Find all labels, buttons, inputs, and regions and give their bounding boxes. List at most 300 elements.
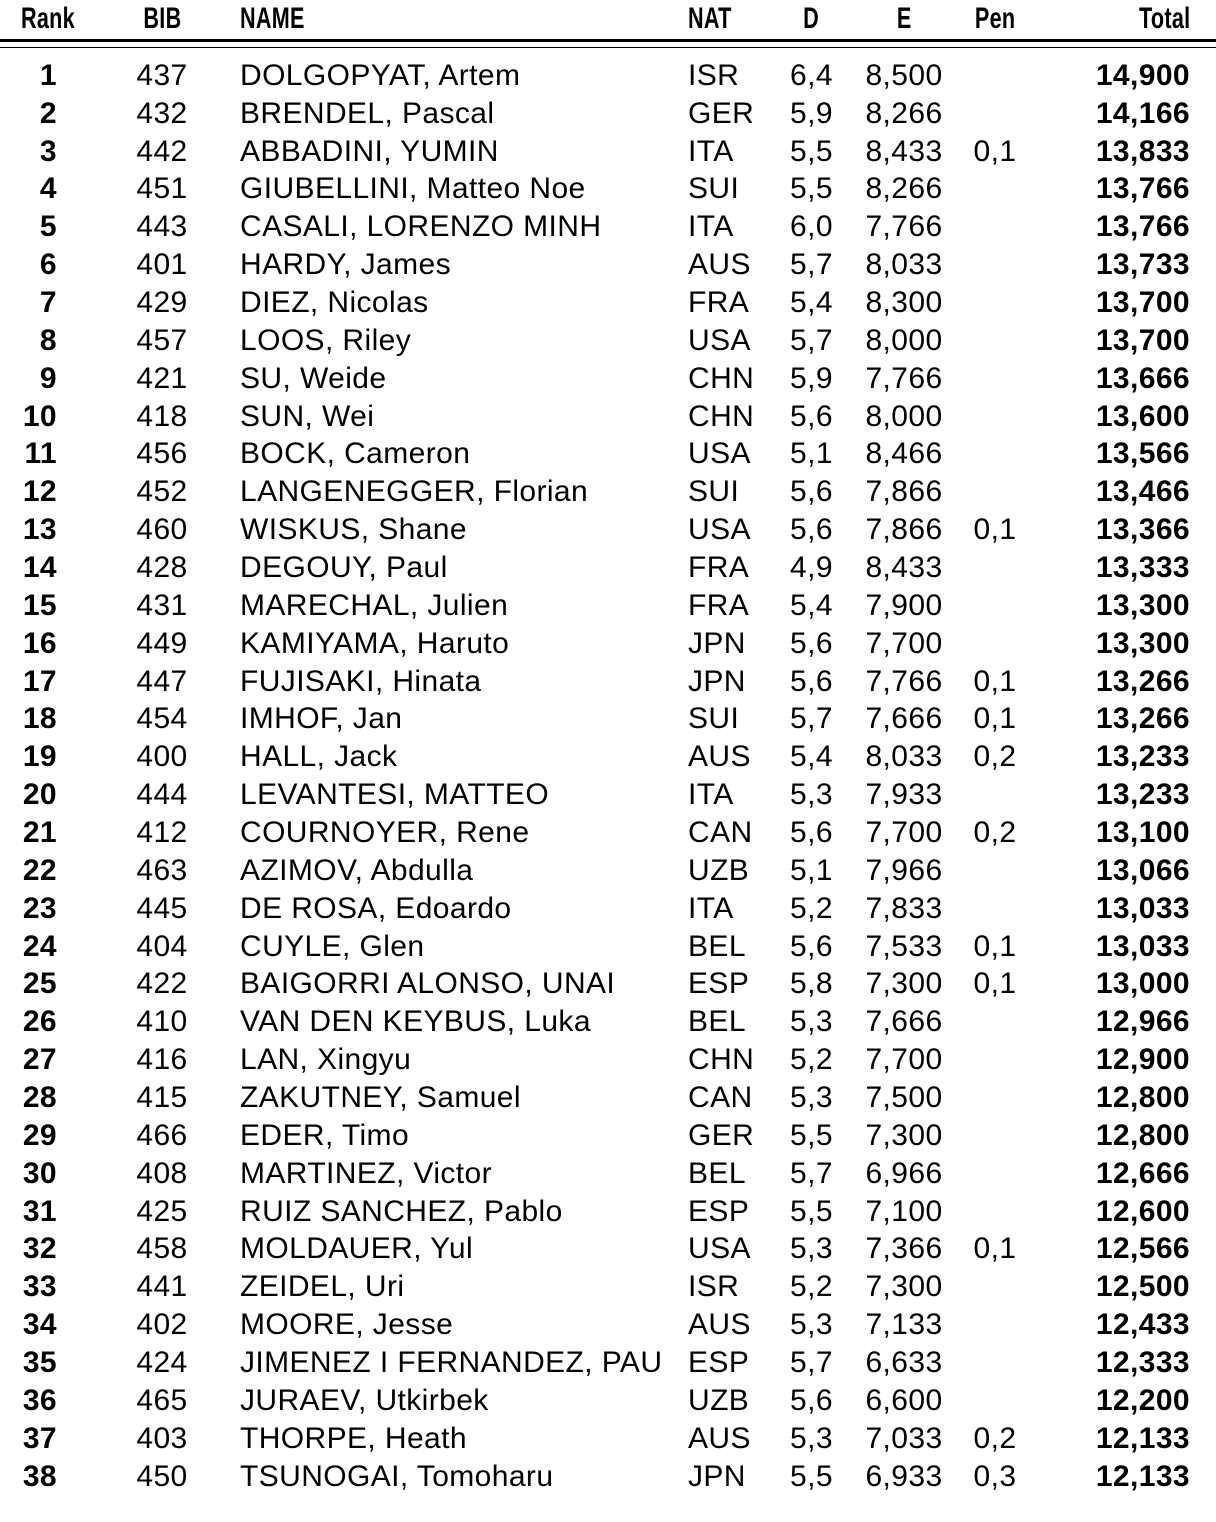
nation-cell: ESP xyxy=(688,1194,750,1228)
rank-cell: 15 xyxy=(22,588,57,622)
athlete-name-cell: HALL, Jack xyxy=(240,740,398,774)
bib-cell: 404 xyxy=(136,929,188,963)
athlete-name-cell: ZAKUTNEY, Samuel xyxy=(240,1080,521,1114)
total-score-cell: 14,166 xyxy=(1095,96,1190,130)
penalty-cell: 0,1 xyxy=(973,134,1017,168)
rank-cell: 4 xyxy=(39,172,57,206)
penalty-cell: 0,3 xyxy=(973,1459,1017,1493)
bib-cell: 421 xyxy=(136,361,188,395)
d-score-cell: 5,7 xyxy=(790,323,833,357)
bib-cell: 410 xyxy=(136,1005,188,1039)
d-score-cell: 5,2 xyxy=(790,891,833,925)
total-score-cell: 13,300 xyxy=(1095,626,1190,660)
athlete-name-cell: BAIGORRI ALONSO, UNAI xyxy=(240,967,616,1001)
bib-cell: 457 xyxy=(136,323,188,357)
d-score-cell: 5,5 xyxy=(790,1118,833,1152)
e-score-cell: 7,866 xyxy=(865,513,943,547)
d-score-cell: 5,3 xyxy=(790,1005,833,1039)
rank-cell: 36 xyxy=(22,1383,57,1417)
total-score-cell: 13,700 xyxy=(1095,285,1190,319)
e-score-cell: 7,100 xyxy=(865,1194,943,1228)
table-row xyxy=(0,549,1216,587)
penalty-cell: 0,1 xyxy=(973,1232,1017,1266)
rank-cell: 2 xyxy=(39,96,57,130)
table-row xyxy=(0,435,1216,473)
athlete-name-cell: VAN DEN KEYBUS, Luka xyxy=(240,1005,591,1039)
e-score-cell: 6,600 xyxy=(865,1383,943,1417)
e-score-cell: 7,766 xyxy=(865,664,943,698)
total-score-cell: 13,566 xyxy=(1095,437,1190,471)
penalty-cell: 0,1 xyxy=(973,702,1017,736)
total-score-cell: 12,200 xyxy=(1095,1383,1190,1417)
e-score-cell: 7,866 xyxy=(865,475,943,509)
total-score-cell: 13,100 xyxy=(1095,815,1190,849)
bib-cell: 403 xyxy=(136,1421,188,1455)
table-row xyxy=(0,360,1216,398)
bib-cell: 429 xyxy=(136,285,188,319)
d-score-cell: 5,6 xyxy=(790,475,833,509)
bib-cell: 447 xyxy=(136,664,188,698)
rank-cell: 13 xyxy=(22,513,57,547)
table-row xyxy=(0,663,1216,701)
nation-cell: ITA xyxy=(688,210,734,244)
nation-cell: USA xyxy=(688,1232,751,1266)
total-score-cell: 13,266 xyxy=(1095,664,1190,698)
table-row xyxy=(0,1193,1216,1231)
table-row xyxy=(0,1382,1216,1420)
e-score-cell: 7,366 xyxy=(865,1232,943,1266)
athlete-name-cell: HARDY, James xyxy=(240,248,451,282)
nation-cell: ITA xyxy=(688,134,734,168)
nation-cell: AUS xyxy=(688,1421,751,1455)
table-row xyxy=(0,398,1216,436)
bib-cell: 441 xyxy=(136,1270,188,1304)
header-label-nat: NAT xyxy=(688,1,732,35)
nation-cell: CAN xyxy=(688,1080,753,1114)
total-score-cell: 13,366 xyxy=(1095,513,1190,547)
d-score-cell: 5,5 xyxy=(790,172,833,206)
total-score-cell: 12,600 xyxy=(1095,1194,1190,1228)
penalty-cell: 0,2 xyxy=(973,1421,1017,1455)
rank-cell: 27 xyxy=(22,1043,57,1077)
athlete-name-cell: EDER, Timo xyxy=(240,1118,410,1152)
header-cell-d xyxy=(775,1,848,35)
bib-cell: 458 xyxy=(136,1232,188,1266)
table-row xyxy=(0,1344,1216,1382)
e-score-cell: 8,433 xyxy=(865,134,943,168)
athlete-name-cell: IMHOF, Jan xyxy=(240,702,403,736)
e-score-cell: 8,033 xyxy=(865,248,943,282)
table-row xyxy=(0,852,1216,890)
nation-cell: BEL xyxy=(688,929,746,963)
athlete-name-cell: JIMENEZ I FERNANDEZ, PAU xyxy=(240,1346,663,1379)
athlete-name-cell: MARECHAL, Julien xyxy=(240,588,509,622)
table-row xyxy=(0,1306,1216,1344)
rank-cell: 5 xyxy=(39,210,57,244)
rank-cell: 1 xyxy=(39,58,57,92)
header-label-bib: BIB xyxy=(142,1,182,35)
e-score-cell: 8,500 xyxy=(865,58,943,92)
table-row xyxy=(0,625,1216,663)
rank-cell: 31 xyxy=(22,1194,57,1228)
athlete-name-cell: LOOS, Riley xyxy=(240,323,412,357)
bib-cell: 460 xyxy=(136,513,188,547)
table-row xyxy=(0,700,1216,738)
rank-cell: 23 xyxy=(22,891,57,925)
total-score-cell: 13,333 xyxy=(1095,550,1190,584)
table-row xyxy=(0,57,1216,95)
e-score-cell: 7,666 xyxy=(865,702,943,736)
d-score-cell: 5,6 xyxy=(790,399,833,433)
d-score-cell: 6,4 xyxy=(790,58,833,92)
header-label-total: Total xyxy=(1138,1,1190,35)
bib-cell: 442 xyxy=(136,134,188,168)
total-score-cell: 13,233 xyxy=(1095,778,1190,812)
table-row xyxy=(0,473,1216,511)
total-score-cell: 13,700 xyxy=(1095,323,1190,357)
d-score-cell: 5,6 xyxy=(790,626,833,660)
bib-cell: 416 xyxy=(136,1043,188,1077)
table-row xyxy=(0,133,1216,171)
bib-cell: 401 xyxy=(136,248,188,282)
rank-cell: 16 xyxy=(22,626,57,660)
header-cell-nat xyxy=(688,1,775,35)
nation-cell: CHN xyxy=(688,1043,755,1077)
total-score-cell: 14,900 xyxy=(1095,58,1190,92)
total-score-cell: 13,466 xyxy=(1095,475,1190,509)
header-cell-rank xyxy=(0,1,84,35)
table-row xyxy=(0,738,1216,776)
nation-cell: ESP xyxy=(688,967,750,1001)
e-score-cell: 8,433 xyxy=(865,550,943,584)
total-score-cell: 12,800 xyxy=(1095,1080,1190,1114)
bib-cell: 418 xyxy=(136,399,188,433)
e-score-cell: 7,700 xyxy=(865,1043,943,1077)
bib-cell: 463 xyxy=(136,853,188,887)
nation-cell: CHN xyxy=(688,399,755,433)
e-score-cell: 7,966 xyxy=(865,853,943,887)
bib-cell: 445 xyxy=(136,891,188,925)
e-score-cell: 7,900 xyxy=(865,588,943,622)
d-score-cell: 5,9 xyxy=(790,361,833,395)
d-score-cell: 5,2 xyxy=(790,1270,833,1304)
table-row xyxy=(0,284,1216,322)
e-score-cell: 7,933 xyxy=(865,778,943,812)
e-score-cell: 7,766 xyxy=(865,210,943,244)
total-score-cell: 13,233 xyxy=(1095,740,1190,774)
total-score-cell: 13,300 xyxy=(1095,588,1190,622)
rank-cell: 18 xyxy=(22,702,57,736)
athlete-name-cell: DIEZ, Nicolas xyxy=(240,285,429,319)
d-score-cell: 5,7 xyxy=(790,702,833,736)
penalty-cell: 0,1 xyxy=(973,664,1017,698)
nation-cell: ITA xyxy=(688,891,734,925)
nation-cell: AUS xyxy=(688,248,751,282)
nation-cell: USA xyxy=(688,437,751,471)
d-score-cell: 5,4 xyxy=(790,588,833,622)
d-score-cell: 5,3 xyxy=(790,778,833,812)
rank-cell: 37 xyxy=(22,1421,57,1455)
e-score-cell: 7,300 xyxy=(865,1118,943,1152)
bib-cell: 466 xyxy=(136,1118,188,1152)
bib-cell: 456 xyxy=(136,437,188,471)
nation-cell: FRA xyxy=(688,550,750,584)
d-score-cell: 5,3 xyxy=(790,1308,833,1342)
table-row xyxy=(0,322,1216,360)
nation-cell: JPN xyxy=(688,626,746,660)
bib-cell: 428 xyxy=(136,550,188,584)
header-rule-thick xyxy=(0,39,1216,42)
rank-cell: 10 xyxy=(22,399,57,433)
total-score-cell: 13,666 xyxy=(1095,361,1190,395)
bib-cell: 425 xyxy=(136,1194,188,1228)
table-row xyxy=(0,1231,1216,1269)
header-label-d: D xyxy=(803,1,820,35)
rank-cell: 8 xyxy=(39,323,57,357)
d-score-cell: 6,0 xyxy=(790,210,833,244)
nation-cell: CAN xyxy=(688,815,753,849)
table-row xyxy=(0,965,1216,1003)
penalty-cell: 0,1 xyxy=(973,929,1017,963)
table-row xyxy=(0,1268,1216,1306)
d-score-cell: 4,9 xyxy=(790,550,833,584)
nation-cell: GER xyxy=(688,1118,755,1152)
nation-cell: ESP xyxy=(688,1346,750,1379)
table-header-row xyxy=(0,0,1216,39)
e-score-cell: 6,633 xyxy=(865,1346,943,1379)
bib-cell: 449 xyxy=(136,626,188,660)
d-score-cell: 5,5 xyxy=(790,134,833,168)
total-score-cell: 13,033 xyxy=(1095,929,1190,963)
nation-cell: AUS xyxy=(688,740,751,774)
d-score-cell: 5,6 xyxy=(790,815,833,849)
header-label-e: E xyxy=(896,1,912,35)
e-score-cell: 6,966 xyxy=(865,1156,943,1190)
nation-cell: FRA xyxy=(688,588,750,622)
rank-cell: 14 xyxy=(22,550,57,584)
athlete-name-cell: FUJISAKI, Hinata xyxy=(240,664,482,698)
rank-cell: 28 xyxy=(22,1080,57,1114)
e-score-cell: 8,266 xyxy=(865,96,943,130)
d-score-cell: 5,5 xyxy=(790,1459,833,1493)
bib-cell: 451 xyxy=(136,172,188,206)
e-score-cell: 8,466 xyxy=(865,437,943,471)
total-score-cell: 13,000 xyxy=(1095,967,1190,1001)
total-score-cell: 12,566 xyxy=(1095,1232,1190,1266)
d-score-cell: 5,4 xyxy=(790,285,833,319)
rank-cell: 17 xyxy=(22,664,57,698)
table-row xyxy=(0,511,1216,549)
nation-cell: ITA xyxy=(688,778,734,812)
d-score-cell: 5,6 xyxy=(790,664,833,698)
e-score-cell: 8,300 xyxy=(865,285,943,319)
nation-cell: UZB xyxy=(688,853,750,887)
rank-cell: 33 xyxy=(22,1270,57,1304)
e-score-cell: 7,300 xyxy=(865,967,943,1001)
e-score-cell: 7,766 xyxy=(865,361,943,395)
total-score-cell: 12,133 xyxy=(1095,1421,1190,1455)
nation-cell: JPN xyxy=(688,1459,746,1493)
nation-cell: ISR xyxy=(688,58,740,92)
header-label-name: NAME xyxy=(240,1,305,35)
athlete-name-cell: SU, Weide xyxy=(240,361,387,395)
athlete-name-cell: ABBADINI, YUMIN xyxy=(240,134,499,168)
d-score-cell: 5,7 xyxy=(790,248,833,282)
header-rule-thin xyxy=(0,47,1216,48)
nation-cell: CHN xyxy=(688,361,755,395)
rank-cell: 3 xyxy=(39,134,57,168)
nation-cell: SUI xyxy=(688,702,740,736)
bib-cell: 424 xyxy=(136,1346,188,1379)
penalty-cell: 0,1 xyxy=(973,967,1017,1001)
athlete-name-cell: LAN, Xingyu xyxy=(240,1043,412,1077)
table-row xyxy=(0,1003,1216,1041)
bib-cell: 415 xyxy=(136,1080,188,1114)
d-score-cell: 5,2 xyxy=(790,1043,833,1077)
athlete-name-cell: LEVANTESI, MATTEO xyxy=(240,778,550,812)
total-score-cell: 13,766 xyxy=(1095,210,1190,244)
e-score-cell: 8,033 xyxy=(865,740,943,774)
e-score-cell: 7,833 xyxy=(865,891,943,925)
table-row xyxy=(0,890,1216,928)
bib-cell: 465 xyxy=(136,1383,188,1417)
rank-cell: 19 xyxy=(22,740,57,774)
rank-cell: 38 xyxy=(22,1459,57,1493)
rank-cell: 35 xyxy=(22,1346,57,1379)
bib-cell: 437 xyxy=(136,58,188,92)
e-score-cell: 7,033 xyxy=(865,1421,943,1455)
penalty-cell: 0,2 xyxy=(973,740,1017,774)
athlete-name-cell: KAMIYAMA, Haruto xyxy=(240,626,510,660)
rank-cell: 22 xyxy=(22,853,57,887)
nation-cell: USA xyxy=(688,513,751,547)
bib-cell: 431 xyxy=(136,588,188,622)
athlete-name-cell: CUYLE, Glen xyxy=(240,929,425,963)
total-score-cell: 12,966 xyxy=(1095,1005,1190,1039)
athlete-name-cell: AZIMOV, Abdulla xyxy=(240,853,474,887)
table-row xyxy=(0,776,1216,814)
athlete-name-cell: DE ROSA, Edoardo xyxy=(240,891,512,925)
bib-cell: 408 xyxy=(136,1156,188,1190)
rank-cell: 25 xyxy=(22,967,57,1001)
d-score-cell: 5,4 xyxy=(790,740,833,774)
total-score-cell: 13,266 xyxy=(1095,702,1190,736)
athlete-name-cell: ZEIDEL, Uri xyxy=(240,1270,405,1304)
total-score-cell: 12,433 xyxy=(1095,1308,1190,1342)
rank-cell: 11 xyxy=(24,437,57,471)
table-row xyxy=(0,1420,1216,1458)
athlete-name-cell: LANGENEGGER, Florian xyxy=(240,475,589,509)
d-score-cell: 5,8 xyxy=(790,967,833,1001)
rank-cell: 20 xyxy=(22,778,57,812)
penalty-cell: 0,1 xyxy=(973,513,1017,547)
d-score-cell: 5,5 xyxy=(790,1194,833,1228)
d-score-cell: 5,6 xyxy=(790,1383,833,1417)
rank-cell: 24 xyxy=(22,929,57,963)
total-score-cell: 12,500 xyxy=(1095,1270,1190,1304)
total-score-cell: 13,600 xyxy=(1095,399,1190,433)
athlete-name-cell: TSUNOGAI, Tomoharu xyxy=(240,1459,554,1493)
d-score-cell: 5,9 xyxy=(790,96,833,130)
d-score-cell: 5,7 xyxy=(790,1156,833,1190)
table-row xyxy=(0,208,1216,246)
athlete-name-cell: JURAEV, Utkirbek xyxy=(240,1383,489,1417)
nation-cell: ISR xyxy=(688,1270,740,1304)
rank-cell: 34 xyxy=(22,1308,57,1342)
athlete-name-cell: RUIZ SANCHEZ, Pablo xyxy=(240,1194,563,1228)
table-row xyxy=(0,95,1216,133)
e-score-cell: 8,266 xyxy=(865,172,943,206)
total-score-cell: 12,666 xyxy=(1095,1156,1190,1190)
bib-cell: 452 xyxy=(136,475,188,509)
table-row xyxy=(0,928,1216,966)
athlete-name-cell: GIUBELLINI, Matteo Noe xyxy=(240,172,586,206)
bib-cell: 444 xyxy=(136,778,188,812)
nation-cell: AUS xyxy=(688,1308,751,1342)
header-cell-total xyxy=(1030,1,1216,35)
rank-cell: 7 xyxy=(39,285,57,319)
d-score-cell: 5,3 xyxy=(790,1232,833,1266)
total-score-cell: 12,333 xyxy=(1095,1346,1190,1379)
athlete-name-cell: BOCK, Cameron xyxy=(240,437,471,471)
header-cell-name xyxy=(240,1,688,35)
total-score-cell: 12,900 xyxy=(1095,1043,1190,1077)
athlete-name-cell: THORPE, Heath xyxy=(240,1421,467,1455)
results-rows xyxy=(0,57,1216,1496)
rank-cell: 12 xyxy=(22,475,57,509)
e-score-cell: 7,500 xyxy=(865,1080,943,1114)
rank-cell: 9 xyxy=(39,361,57,395)
e-score-cell: 7,700 xyxy=(865,815,943,849)
d-score-cell: 5,6 xyxy=(790,513,833,547)
athlete-name-cell: DOLGOPYAT, Artem xyxy=(240,58,521,92)
total-score-cell: 12,133 xyxy=(1095,1459,1190,1493)
total-score-cell: 13,066 xyxy=(1095,853,1190,887)
athlete-name-cell: COURNOYER, Rene xyxy=(240,815,530,849)
e-score-cell: 7,700 xyxy=(865,626,943,660)
e-score-cell: 7,533 xyxy=(865,929,943,963)
nation-cell: JPN xyxy=(688,664,746,698)
bib-cell: 422 xyxy=(136,967,188,1001)
bib-cell: 400 xyxy=(136,740,188,774)
nation-cell: BEL xyxy=(688,1005,746,1039)
header-label-pen: Pen xyxy=(974,1,1016,35)
nation-cell: BEL xyxy=(688,1156,746,1190)
athlete-name-cell: DEGOUY, Paul xyxy=(240,550,448,584)
athlete-name-cell: SUN, Wei xyxy=(240,399,375,433)
athlete-name-cell: CASALI, LORENZO MINH xyxy=(240,210,602,244)
table-row xyxy=(0,246,1216,284)
bib-cell: 454 xyxy=(136,702,188,736)
table-row xyxy=(0,1117,1216,1155)
table-row xyxy=(0,814,1216,852)
total-score-cell: 13,033 xyxy=(1095,891,1190,925)
nation-cell: FRA xyxy=(688,285,750,319)
nation-cell: UZB xyxy=(688,1383,750,1417)
nation-cell: GER xyxy=(688,96,755,130)
d-score-cell: 5,1 xyxy=(790,853,833,887)
athlete-name-cell: MOLDAUER, Yul xyxy=(240,1232,474,1266)
bib-cell: 432 xyxy=(136,96,188,130)
header-cell-bib xyxy=(84,1,240,35)
total-score-cell: 13,733 xyxy=(1095,248,1190,282)
header-cell-e xyxy=(848,1,960,35)
header-label-rank: Rank xyxy=(20,1,75,35)
table-row xyxy=(0,587,1216,625)
table-row xyxy=(0,1458,1216,1496)
rank-cell: 30 xyxy=(22,1156,57,1190)
table-row xyxy=(0,1079,1216,1117)
